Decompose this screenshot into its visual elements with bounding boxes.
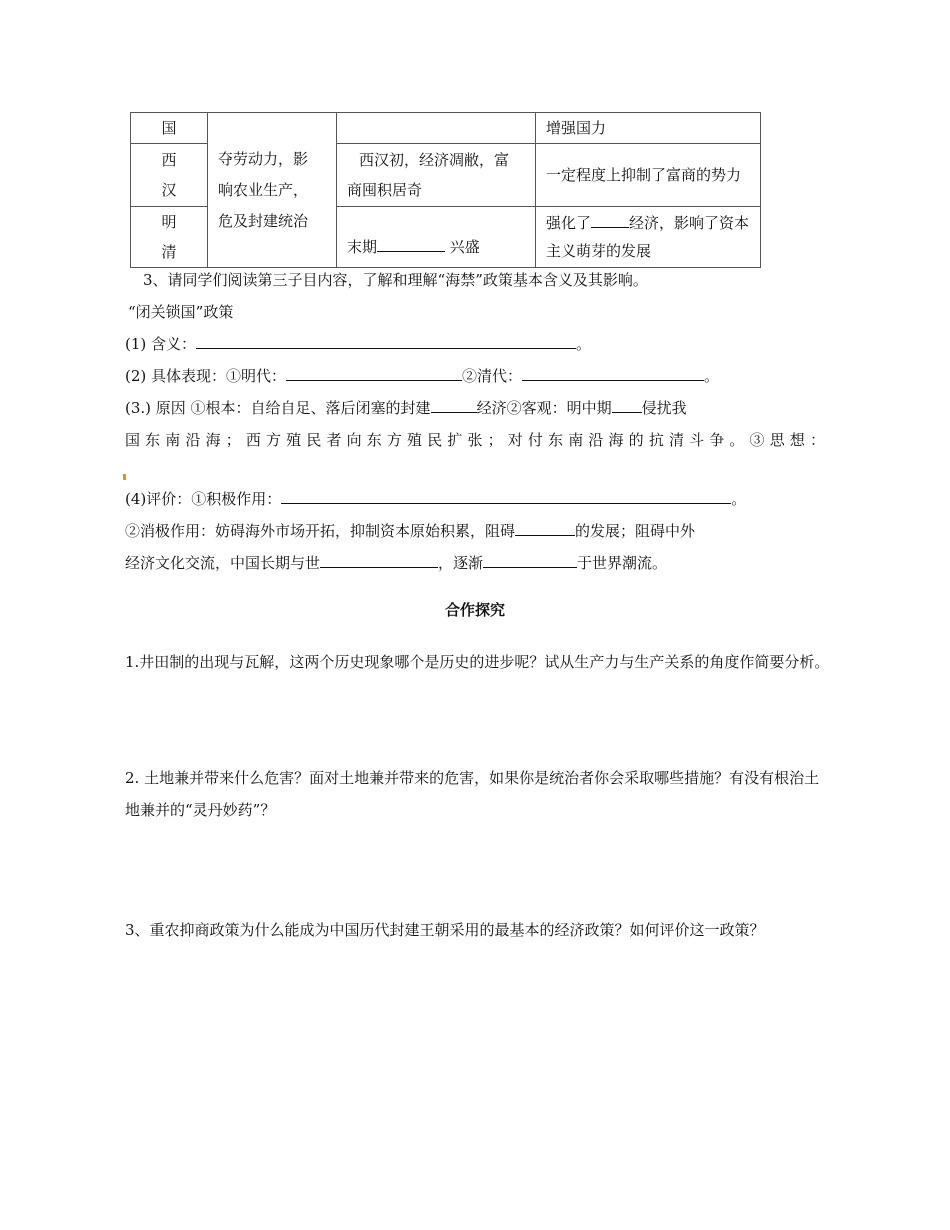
item-text: (3.) 原因 ①根本：自给自足、落后闭塞的封建	[125, 399, 431, 417]
item-label: (4)评价：①积极作用：	[125, 490, 282, 508]
coop-title: 合作探究	[444, 601, 505, 619]
blank-line[interactable]	[522, 362, 704, 381]
table-cell-shared	[208, 113, 337, 268]
table-cell	[337, 113, 536, 144]
end-mark: 。	[731, 490, 747, 508]
table-cell	[536, 144, 761, 207]
table-cell	[337, 144, 536, 207]
table-cell-period	[131, 113, 208, 144]
question-1: 1.井田制的出现与瓦解，这两个历史现象哪个是历史的进步呢？试从生产力与生产关系的角度作简要分析。	[125, 653, 830, 671]
item-4-negative-2	[125, 547, 667, 579]
end-mark: 。	[704, 367, 720, 385]
blank-line	[377, 233, 445, 252]
section-intro: 3、请同学们阅读第三子目内容，了解和理解“海禁”政策基本含义及其影响。	[143, 271, 648, 289]
mark-dot	[123, 466, 126, 484]
blank-line[interactable]	[431, 394, 477, 413]
cell-text: 经济，影响了资本主义萌芽的发展	[546, 214, 750, 260]
period-label: 西	[161, 151, 177, 169]
item-label: (2) 具体表现：①明代：	[125, 367, 287, 385]
blank-line[interactable]	[286, 362, 462, 381]
blank-line[interactable]	[515, 517, 575, 536]
question-3: 3、重农抑商政策为什么能成为中国历代封建王朝采用的最基本的经济政策？如何评价这一政策？	[125, 921, 765, 939]
item-label: (1) 含义：	[125, 335, 197, 353]
period-label: 国	[161, 119, 177, 137]
table-cell-period	[131, 144, 208, 207]
period-label: 明	[161, 213, 177, 231]
table-cell	[536, 207, 761, 268]
cell-text: 一定程度上抑制了富商的势力	[546, 166, 742, 184]
section-heading: “闭关锁国”政策	[128, 303, 234, 321]
question-2: 2. 土地兼并带来什么危害？面对土地兼并带来的危害，如果你是统治者你会采取哪些措施？有没有根治土地兼并的“灵丹妙药”？	[125, 769, 820, 819]
item-text: 侵扰我	[641, 399, 687, 417]
item-text: ，逐渐	[438, 554, 484, 572]
item-text: 国东南沿海；西方殖民者向东方殖民扩张；对付东南沿海的抗清斗争。③思想：	[125, 431, 825, 449]
item-1	[125, 328, 591, 360]
item-text: ②消极作用：妨碍海外市场开拓，抑制资本原始积累，阻碍	[125, 522, 516, 540]
cell-text: 兴盛	[449, 237, 480, 256]
item-4	[125, 483, 746, 515]
item-4-negative	[125, 515, 695, 547]
item-text: 经济②客观：明中期	[476, 399, 612, 417]
table-cell	[337, 207, 536, 268]
table-cell	[536, 113, 761, 144]
blank-line[interactable]	[483, 549, 577, 568]
cell-text: 强化了	[546, 214, 592, 232]
blank-line[interactable]	[196, 330, 576, 349]
item-3	[125, 392, 687, 424]
blank-line[interactable]	[281, 485, 731, 504]
item-text: 经济文化交流，中国长期与世	[125, 554, 321, 572]
policy-table	[130, 112, 761, 268]
item-label: ②清代：	[462, 367, 523, 385]
cell-text: 增强国力	[546, 119, 607, 137]
shared-effect-text: 夺劳动力，影响农业生产，危及封建统治	[218, 149, 309, 230]
cell-text: 西汉初，经济凋敝，富商囤积居奇	[347, 151, 510, 199]
item-text: 于世界潮流。	[577, 554, 668, 572]
cell-text: 末期	[347, 237, 378, 256]
blank-line[interactable]	[320, 549, 438, 568]
mark-dot-icon	[123, 474, 126, 480]
blank-line[interactable]	[612, 394, 642, 413]
item-2	[125, 360, 719, 392]
blank-line	[591, 209, 629, 228]
end-mark: 。	[576, 335, 592, 353]
table-cell-period	[131, 207, 208, 268]
period-label: 清	[161, 243, 177, 261]
item-text: 的发展；阻碍中外	[575, 522, 696, 540]
period-label: 汉	[161, 181, 177, 199]
